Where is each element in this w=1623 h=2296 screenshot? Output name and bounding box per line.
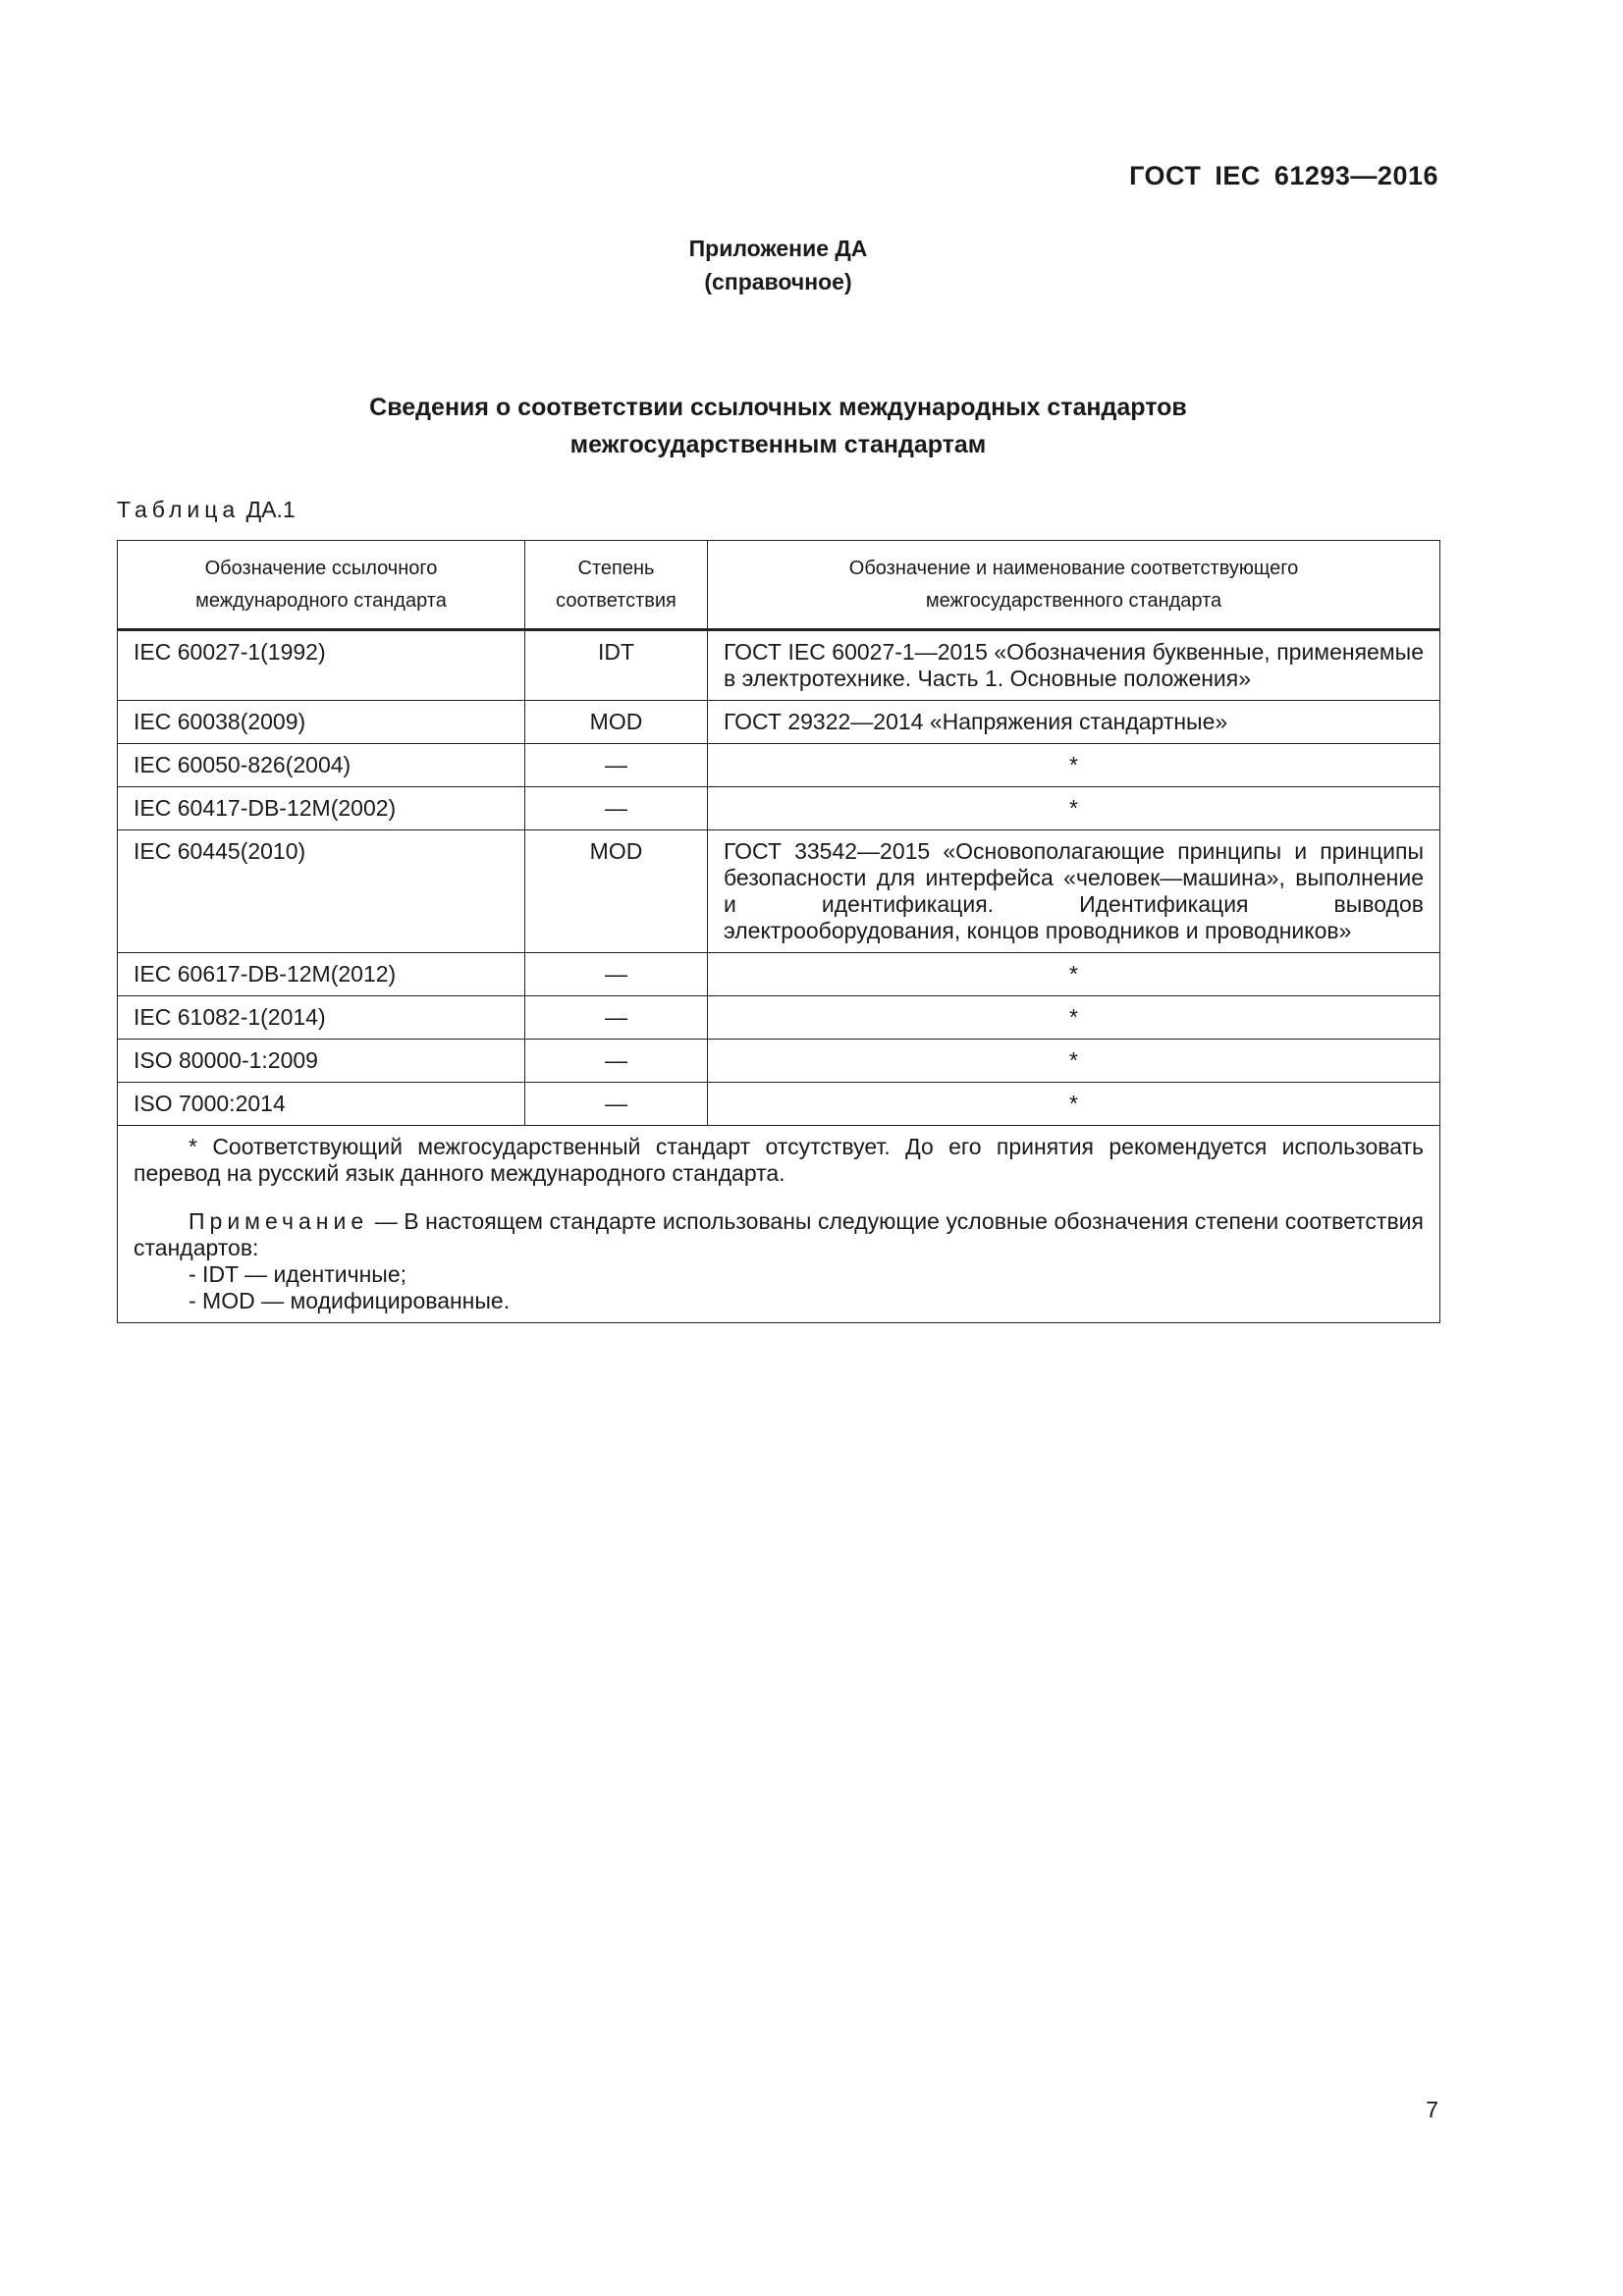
annex-heading <box>0 232 1556 298</box>
cell-degree: — <box>525 1040 708 1083</box>
section-title-line-2: межгосударственным стандартам <box>569 431 987 458</box>
header-col3-line1: Обозначение и наименование соответствующего <box>848 557 1299 579</box>
table-notes <box>118 1126 1440 1323</box>
header-degree <box>525 541 708 630</box>
cell-description: * <box>708 1040 1440 1083</box>
note-word: Примечание <box>189 1208 369 1234</box>
header-col1-line2: международного стандарта <box>195 589 447 612</box>
cell-standard: IEC 60027-1(1992) <box>118 630 525 701</box>
cell-degree: — <box>525 996 708 1040</box>
section-title <box>0 389 1556 463</box>
note-item-mod: - MOD — модифицированные. <box>189 1288 511 1313</box>
cell-standard: IEC 60050-826(2004) <box>118 744 525 787</box>
table-caption-number: ДА.1 <box>245 497 296 522</box>
cell-degree: MOD <box>525 830 708 953</box>
note-item-idt: - IDT — идентичные; <box>189 1261 407 1287</box>
cell-description: * <box>708 996 1440 1040</box>
document-code: ГОСТ IEC 61293—2016 <box>1129 161 1438 190</box>
table-row <box>118 996 1440 1040</box>
cell-degree: — <box>525 1083 708 1126</box>
cell-description: * <box>708 744 1440 787</box>
cell-degree: MOD <box>525 701 708 744</box>
table-row <box>118 630 1440 701</box>
table-caption-word: Таблица <box>117 497 241 522</box>
cell-description: ГОСТ IEC 60027-1—2015 «Обозначения буквенные, применяемые в электротехнике. Часть 1. Основные положения» <box>708 630 1440 701</box>
cell-degree: — <box>525 953 708 996</box>
annex-subtitle: (справочное) <box>704 269 852 294</box>
cell-standard: ISO 80000-1:2009 <box>118 1040 525 1083</box>
cell-degree: — <box>525 744 708 787</box>
cell-degree: — <box>525 787 708 830</box>
table-note <box>134 1208 1424 1261</box>
table-footnote: * Соответствующий межгосударственный стандарт отсутствует. До его принятия рекомендуется использовать перевод на русский язык данного международного стандарта. <box>134 1134 1424 1186</box>
cell-description: * <box>708 787 1440 830</box>
page-number: 7 <box>1426 2097 1438 2122</box>
header-col1-line1: Обозначение ссылочного <box>204 557 438 579</box>
table-notes-row <box>118 1126 1440 1323</box>
header-reference-standard <box>118 541 525 630</box>
table-row <box>118 701 1440 744</box>
table-row <box>118 787 1440 830</box>
cell-standard: IEC 60038(2009) <box>118 701 525 744</box>
table-row <box>118 830 1440 953</box>
table-caption <box>117 497 296 523</box>
header-col3-line2: межгосударственного стандарта <box>925 589 1222 612</box>
cell-standard: ISO 7000:2014 <box>118 1083 525 1126</box>
header-interstate-standard <box>708 541 1440 630</box>
cell-degree: IDT <box>525 630 708 701</box>
header-col2-line2: соответствия <box>556 589 676 612</box>
cell-standard: IEC 61082-1(2014) <box>118 996 525 1040</box>
table-row <box>118 744 1440 787</box>
cell-description: ГОСТ 33542—2015 «Основополагающие принципы и принципы безопасности для интерфейса «человек—машина», выполнение и идентификация. Идентификация выводов электрооборудования, концов проводников и проводников» <box>708 830 1440 953</box>
cell-standard: IEC 60445(2010) <box>118 830 525 953</box>
cell-standard: IEC 60417-DB-12M(2002) <box>118 787 525 830</box>
table-row <box>118 953 1440 996</box>
cell-description: ГОСТ 29322—2014 «Напряжения стандартные» <box>708 701 1440 744</box>
correspondence-table <box>117 540 1440 1323</box>
cell-description: * <box>708 953 1440 996</box>
cell-description: * <box>708 1083 1440 1126</box>
annex-title: Приложение ДА <box>688 236 868 261</box>
cell-standard: IEC 60617-DB-12M(2012) <box>118 953 525 996</box>
section-title-line-1: Сведения о соответствии ссылочных международных стандартов <box>369 394 1187 421</box>
note-text: — В настоящем стандарте использованы следующие условные обозначения степени соответствия стандартов: <box>134 1208 1424 1260</box>
table-row <box>118 1083 1440 1126</box>
header-col2-line1: Степень <box>577 557 655 579</box>
table-row <box>118 1040 1440 1083</box>
table-header-row <box>118 541 1440 630</box>
